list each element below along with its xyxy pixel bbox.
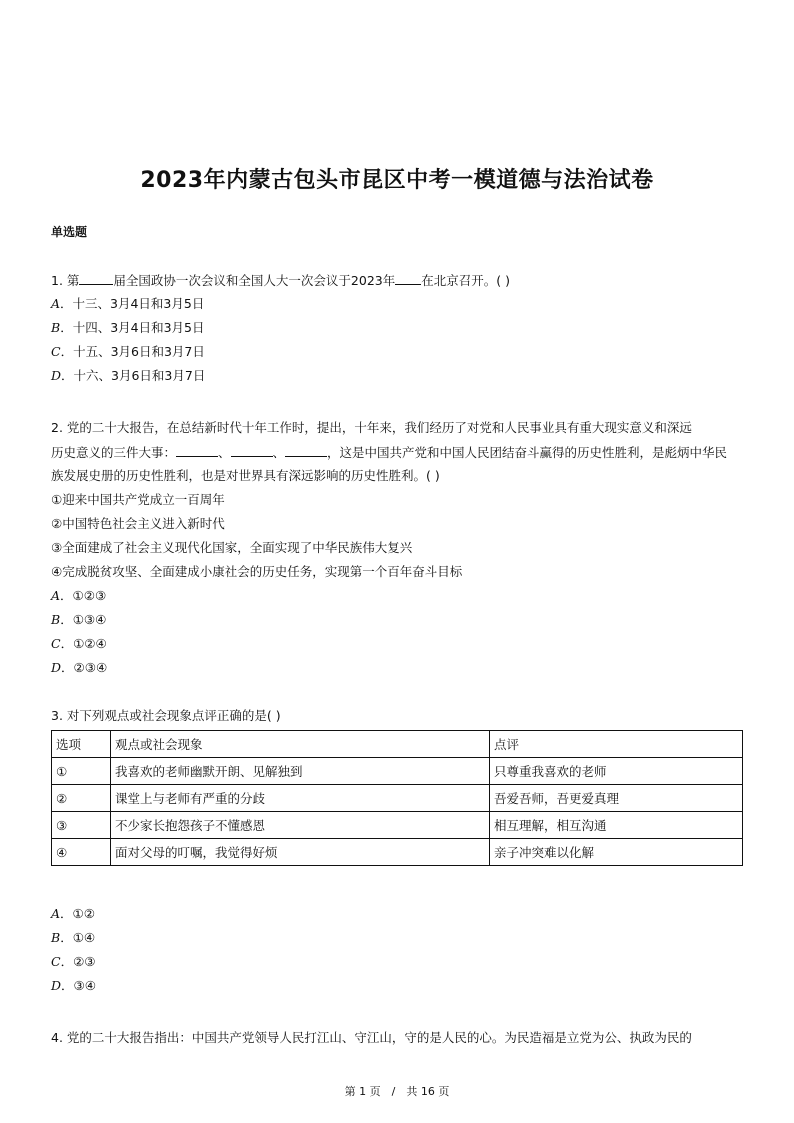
q2-option-a: A．①②③ bbox=[51, 588, 107, 603]
q2-item-4: ④完成脱贫攻坚、全面建成小康社会的历史任务，实现第一个百年奋斗目标 bbox=[51, 564, 463, 579]
answer-blank bbox=[231, 444, 273, 457]
q2-option-d: D．②③④ bbox=[51, 660, 108, 675]
q1-option-c: C．十五、3月6日和3月7日 bbox=[51, 344, 205, 359]
q2-option-b: B．①③④ bbox=[51, 612, 107, 627]
table-cell: 我喜欢的老师幽默开朗、见解独到 bbox=[111, 758, 490, 785]
page-title: 2023年内蒙古包头市昆区中考一模道德与法治试卷 bbox=[140, 168, 654, 193]
q1-option-d: D．十六、3月6日和3月7日 bbox=[51, 368, 206, 383]
table-cell: 面对父母的叮嘱，我觉得好烦 bbox=[111, 839, 490, 866]
q3-option-a: A．①② bbox=[51, 906, 95, 921]
q3-stem: 3. 对下列观点或社会现象点评正确的是( ) bbox=[51, 708, 281, 723]
q1-stem-pre: 1. 第 bbox=[51, 273, 80, 288]
table-cell: 亲子冲突难以化解 bbox=[490, 839, 743, 866]
answer-blank bbox=[285, 444, 327, 457]
table-cell: 相互理解，相互沟通 bbox=[490, 812, 743, 839]
table-cell: ① bbox=[52, 758, 111, 785]
table-cell: ② bbox=[52, 785, 111, 812]
table-cell: 不少家长抱怨孩子不懂感恩 bbox=[111, 812, 490, 839]
q2-stem-line2: 历史意义的三件大事： 、 、 ，这是中国共产党和中国人民团结奋斗赢得的历史性胜利，是彪炳中华民 bbox=[51, 445, 728, 460]
q3-option-b: B．①④ bbox=[51, 930, 96, 945]
q2-item-1: ①迎来中国共产党成立一百周年 bbox=[51, 492, 225, 507]
q2-item-2: ②中国特色社会主义进入新时代 bbox=[51, 516, 225, 531]
q1-option-b: B．十四、3月4日和3月5日 bbox=[51, 320, 205, 335]
section-heading: 单选题 bbox=[51, 225, 88, 239]
table-cell: ③ bbox=[52, 812, 111, 839]
q4-stem-line1: 4. 党的二十大报告指出：中国共产党领导人民打江山、守江山，守的是人民的心。为民造福是立党为公、执政为民的 bbox=[51, 1030, 692, 1045]
q3-table bbox=[51, 730, 743, 866]
q2-stem-line3: 族发展史册的历史性胜利，也是对世界具有深远影响的历史性胜利。( ) bbox=[51, 468, 440, 483]
q1-stem bbox=[51, 272, 510, 289]
table-header-cell: 选项 bbox=[52, 731, 111, 758]
answer-blank bbox=[176, 444, 218, 457]
table-header-cell: 观点或社会现象 bbox=[111, 731, 490, 758]
table-cell: 课堂上与老师有严重的分歧 bbox=[111, 785, 490, 812]
q1-stem-mid: 届全国政协一次会议和全国人大一次会议于2023年 bbox=[113, 273, 396, 288]
q1-stem-post: 在北京召开。( ) bbox=[421, 273, 510, 288]
table-row bbox=[52, 758, 743, 785]
table-row bbox=[52, 785, 743, 812]
table-cell: 只尊重我喜欢的老师 bbox=[490, 758, 743, 785]
q2-item-3: ③全面建成了社会主义现代化国家，全面实现了中华民族伟大复兴 bbox=[51, 540, 413, 555]
q3-option-c: C．②③ bbox=[51, 954, 96, 969]
answer-blank bbox=[395, 272, 421, 285]
table-cell: ④ bbox=[52, 839, 111, 866]
answer-blank bbox=[79, 272, 113, 285]
q2-stem-line1: 2. 党的二十大报告，在总结新时代十年工作时，提出，十年来，我们经历了对党和人民事业具有重大现实意义和深远 bbox=[51, 420, 692, 435]
q2-option-c: C．①②④ bbox=[51, 636, 107, 651]
table-row bbox=[52, 812, 743, 839]
table-row bbox=[52, 839, 743, 866]
table-header-row bbox=[52, 731, 743, 758]
page-footer: 第 1 页 / 共 16 页 bbox=[344, 1085, 450, 1098]
table-header-cell: 点评 bbox=[490, 731, 743, 758]
q3-option-d: D．③④ bbox=[51, 978, 96, 993]
table-cell: 吾爱吾师，吾更爱真理 bbox=[490, 785, 743, 812]
q1-option-a: A．十三、3月4日和3月5日 bbox=[51, 296, 205, 311]
